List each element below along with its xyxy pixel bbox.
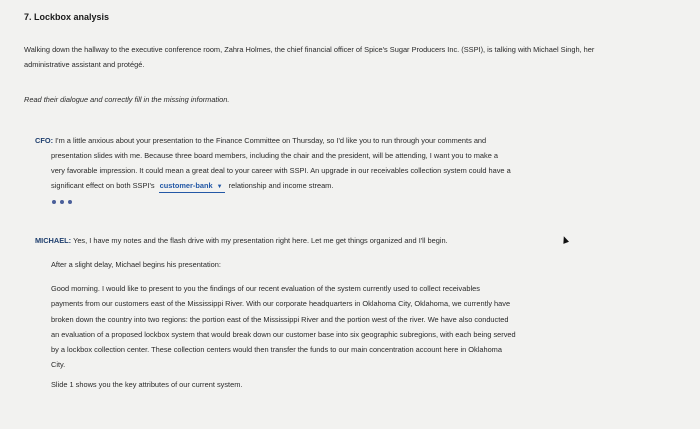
section-heading: 7. Lockbox analysis [24,12,110,22]
cfo-speaker-label: CFO: [35,136,54,145]
slide-intro-text: Slide 1 shows you the key attributes of our current system. [51,380,243,389]
presentation-line: an evaluation of a proposed lockbox system that would break down our customer base into six geographic subregions, with each being served [51,329,516,339]
cfo-line-4-end: relationship and income stream. [228,181,334,190]
cfo-line-4-start: significant effect on both SSPI's [51,181,155,190]
after-delay-text: After a slight delay, Michael begins his presentation: [51,260,221,269]
presentation-paragraph [51,281,599,373]
presentation-line: payments from our customers east of the Mississippi River. With our corporate headquarters in Oklahoma City, Oklahoma, we currently have [51,299,511,309]
michael-text: Yes, I have my notes and the flash drive with my presentation right here. Let me get things organized and I'll begin. [73,236,448,245]
presentation-line: broken down the country into two regions: the portion east of the Mississippi River and the portion west of the river. We have also conducted [51,314,509,324]
michael-dialogue [35,236,605,245]
ellipsis-icon [52,200,72,204]
cfo-line-1: I'm a little anxious about your presentation to the Finance Committee on Thursday, so I'd like you to run through your comments and [55,136,487,145]
presentation-line: by a lockbox collection center. These collection centers would then transfer the funds to our main concentration account here in Oklahoma [51,345,502,355]
relationship-dropdown[interactable] [159,181,225,193]
dropdown-selected-value: customer-bank [159,181,213,190]
dropdown-caret-icon: ▼ [216,184,223,190]
cfo-line-3: very favorable impression. It could mean a great deal to your career with SSPI. An upgrade in our receivables collection system could have a [51,166,511,175]
cfo-line-2: presentation slides with me. Because three board members, including the chair and the president, will be attending, I want you to make a [51,151,498,160]
michael-speaker-label: MICHAEL: [35,236,72,245]
presentation-line: City. [51,360,66,370]
intro-paragraph: Walking down the hallway to the executive conference room, Zahra Holmes, the chief financial officer of Spice's Sugar Producers Inc. (SSPI), is talking with Michael Singh, her administrative assistant and protégé. [24,45,595,69]
presentation-line: Good morning. I would like to present to you the findings of our recent evaluation of the system currently used to collect receivables [51,284,480,293]
instruction-text: Read their dialogue and correctly fill in the missing information. [24,95,230,104]
cfo-dialogue [35,133,605,193]
